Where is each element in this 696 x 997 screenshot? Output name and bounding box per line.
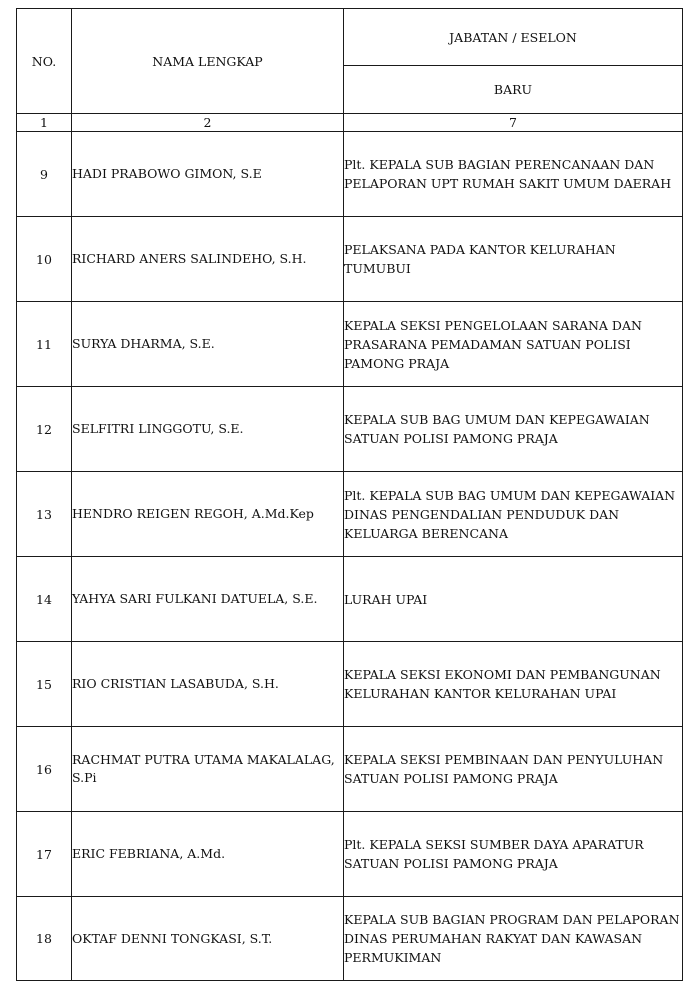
full-name: ERIC FEBRIANA, A.Md. xyxy=(72,812,344,897)
table-row xyxy=(17,217,683,302)
table-row xyxy=(17,642,683,727)
position-title: KEPALA SEKSI PEMBINAAN DAN PENYULUHAN SATUAN POLISI PAMONG PRAJA xyxy=(344,727,683,812)
row-number: 9 xyxy=(17,132,72,217)
table-row xyxy=(17,132,683,217)
full-name: RACHMAT PUTRA UTAMA MAKALALAG, S.Pi xyxy=(72,727,344,812)
header-col-number-1: 1 xyxy=(17,114,72,132)
table-row xyxy=(17,557,683,642)
full-name: OKTAF DENNI TONGKASI, S.T. xyxy=(72,897,344,981)
full-name: HENDRO REIGEN REGOH, A.Md.Kep xyxy=(72,472,344,557)
row-number: 18 xyxy=(17,897,72,981)
header-col-number-2: 2 xyxy=(72,114,344,132)
position-title: KEPALA SUB BAG UMUM DAN KEPEGAWAIAN SATUAN POLISI PAMONG PRAJA xyxy=(344,387,683,472)
position-title: Plt. KEPALA SUB BAG UMUM DAN KEPEGAWAIAN DINAS PENGENDALIAN PENDUDUK DAN KELUARGA BERENCANA xyxy=(344,472,683,557)
position-title: KEPALA SEKSI EKONOMI DAN PEMBANGUNAN KELURAHAN KANTOR KELURAHAN UPAI xyxy=(344,642,683,727)
full-name: RICHARD ANERS SALINDEHO, S.H. xyxy=(72,217,344,302)
row-number: 15 xyxy=(17,642,72,727)
table-row xyxy=(17,302,683,387)
table-row xyxy=(17,812,683,897)
table-row xyxy=(17,387,683,472)
row-number: 13 xyxy=(17,472,72,557)
row-number: 16 xyxy=(17,727,72,812)
full-name: RIO CRISTIAN LASABUDA, S.H. xyxy=(72,642,344,727)
header-new: BARU xyxy=(344,66,683,114)
row-number: 14 xyxy=(17,557,72,642)
row-number: 17 xyxy=(17,812,72,897)
position-title: KEPALA SEKSI PENGELOLAAN SARANA DAN PRASARANA PEMADAMAN SATUAN POLISI PAMONG PRAJA xyxy=(344,302,683,387)
full-name: HADI PRABOWO GIMON, S.E xyxy=(72,132,344,217)
position-title: Plt. KEPALA SEKSI SUMBER DAYA APARATUR SATUAN POLISI PAMONG PRAJA xyxy=(344,812,683,897)
full-name: SURYA DHARMA, S.E. xyxy=(72,302,344,387)
row-number: 10 xyxy=(17,217,72,302)
personnel-table xyxy=(16,8,683,981)
full-name: SELFITRI LINGGOTU, S.E. xyxy=(72,387,344,472)
position-title: Plt. KEPALA SUB BAGIAN PERENCANAAN DAN PELAPORAN UPT RUMAH SAKIT UMUM DAERAH xyxy=(344,132,683,217)
position-title: KEPALA SUB BAGIAN PROGRAM DAN PELAPORAN DINAS PERUMAHAN RAKYAT DAN KAWASAN PERMUKIMAN xyxy=(344,897,683,981)
position-title: PELAKSANA PADA KANTOR KELURAHAN TUMUBUI xyxy=(344,217,683,302)
table-row xyxy=(17,897,683,981)
position-title: LURAH UPAI xyxy=(344,557,683,642)
table-row xyxy=(17,727,683,812)
table-row xyxy=(17,472,683,557)
row-number: 11 xyxy=(17,302,72,387)
header-col-number-7: 7 xyxy=(344,114,683,132)
row-number: 12 xyxy=(17,387,72,472)
full-name: YAHYA SARI FULKANI DATUELA, S.E. xyxy=(72,557,344,642)
header-name: NAMA LENGKAP xyxy=(72,9,344,114)
header-position: JABATAN / ESELON xyxy=(344,9,683,66)
header-no: NO. xyxy=(17,9,72,114)
